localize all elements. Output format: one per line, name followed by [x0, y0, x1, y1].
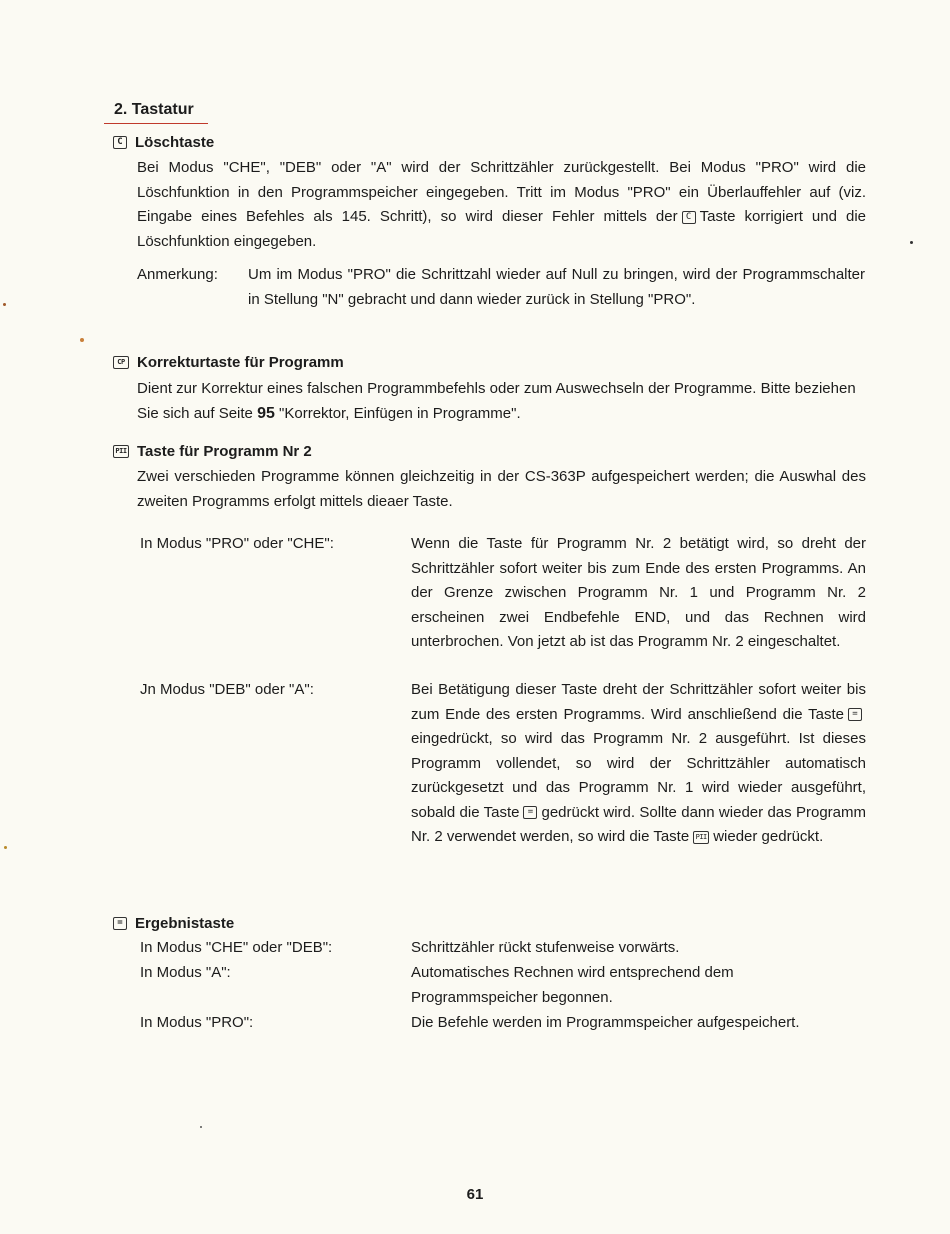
result-row-3-label: In Modus "PRO": — [140, 1014, 254, 1031]
note-text: Um im Modus "PRO" die Schrittzahl wieder auf Null zu bringen, wird der Programmschalter in Stellung "N" gebracht und dann wieder zurück in Stellung "PRO". — [248, 266, 865, 308]
result-row-2-text: Automatisches Rechnen wird entsprechend dem Programmspeicher begonnen. — [411, 964, 734, 1006]
clear-key-description — [137, 156, 866, 254]
program2-key-inline-icon: PII — [693, 831, 709, 844]
program2-key-heading-text: Taste für Programm Nr 2 — [137, 443, 312, 460]
mode1-text: Wenn die Taste für Programm Nr. 2 betätigt wird, so dreht der Schrittzähler sofort weiter bis zum Ende des ersten Programms. An der Grenze zwischen Programm Nr. 1 und Programm Nr. 2 erscheinen zwei Endbefehle END, und das Rechnen wird unterbrochen. Von jetzt ab ist das Programm Nr. 2 eingeschaltet. — [411, 535, 866, 650]
mode2-text-part3: gedrückt wird. Sollte dann wieder das Programm Nr. 2 verwendet werden, so wird die Taste — [411, 803, 866, 845]
correction-key-description — [137, 377, 866, 426]
title-underline — [104, 123, 208, 124]
scan-speck — [200, 1126, 202, 1128]
section-title: 2. Tastatur — [114, 101, 194, 118]
program2-key-icon: PII — [113, 445, 129, 458]
mode2-label: Jn Modus "DEB" oder "A": — [140, 681, 314, 698]
result-row-2-label: In Modus "A": — [140, 964, 231, 981]
section-title-block — [104, 101, 208, 124]
clear-body-part2: Taste korrigiert und die Löschfunktion eingegeben. — [137, 208, 866, 250]
page-number: 61 — [466, 1186, 484, 1203]
program2-key-description: Zwei verschieden Programme können gleichzeitig in der CS-363P aufgespeichert werden; die Auswhal des zweiten Programms erfolgt mittels dieaer Taste. — [137, 468, 866, 510]
mode2-text — [411, 678, 866, 850]
clear-key-heading — [113, 134, 214, 151]
clear-key-inline-icon: C — [682, 211, 696, 224]
equals-key-inline-icon: = — [848, 708, 862, 721]
scan-speck — [3, 303, 6, 306]
result-row-1-text: Schrittzähler rückt stufenweise vorwärts. — [411, 939, 680, 956]
scan-speck — [80, 338, 84, 342]
scan-speck — [910, 241, 913, 244]
clear-key-heading-text: Löschtaste — [135, 134, 215, 151]
page-reference: 95 — [257, 404, 275, 422]
result-key-heading-text: Ergebnistaste — [135, 915, 235, 932]
mode2-text-part2: eingedrückt, so wird das Programm Nr. 2 ausgeführt. Ist dieses Programm vollendet, so wird der Schrittzähler automatisch zurückgesetzt und das Programm Nr. 1 wird wieder ausgeführt, sobald die Taste — [411, 730, 866, 821]
equals-key-icon: = — [113, 917, 127, 930]
note-label: Anmerkung: — [137, 266, 218, 283]
correction-key-heading-text: Korrekturtaste für Programm — [137, 354, 344, 371]
clear-body-part1: Bei Modus "CHE", "DEB" oder "A" wird der Schrittzähler zurückgestellt. Bei Modus "PRO" wird die Löschfunktion in den Programmspeicher eingegeben. Tritt im Modus "PRO" ein Überlauffehler auf (viz. Eingabe eines Befehles als 145. Schritt), so wird dieser Fehler mittels der — [137, 159, 866, 225]
equals-key-inline-icon-2: = — [523, 806, 537, 819]
result-key-heading — [113, 915, 234, 932]
scan-speck — [4, 846, 7, 849]
mode1-label: In Modus "PRO" oder "CHE": — [140, 535, 334, 552]
correction-body-part2: "Korrektor, Einfügen in Programme". — [279, 404, 521, 422]
program2-key-heading — [113, 443, 312, 460]
result-row-1-label: In Modus "CHE" oder "DEB": — [140, 939, 333, 956]
mode2-text-part1: Bei Betätigung dieser Taste dreht der Schrittzähler sofort weiter bis zum Ende des ersten Programms. Wird anschließend die Taste — [411, 681, 866, 723]
correction-key-heading — [113, 354, 344, 371]
result-row-3-text: Die Befehle werden im Programmspeicher aufgespeichert. — [411, 1014, 800, 1031]
mode2-text-part4: wieder gedrückt. — [713, 828, 824, 845]
correction-body-part1: Dient zur Korrektur eines falschen Programmbefehls oder zum Auswechseln der Programme. Bitte beziehen Sie sich auf Seite — [137, 380, 856, 422]
clear-key-icon: C — [113, 136, 127, 149]
correction-key-icon: CP — [113, 356, 129, 369]
